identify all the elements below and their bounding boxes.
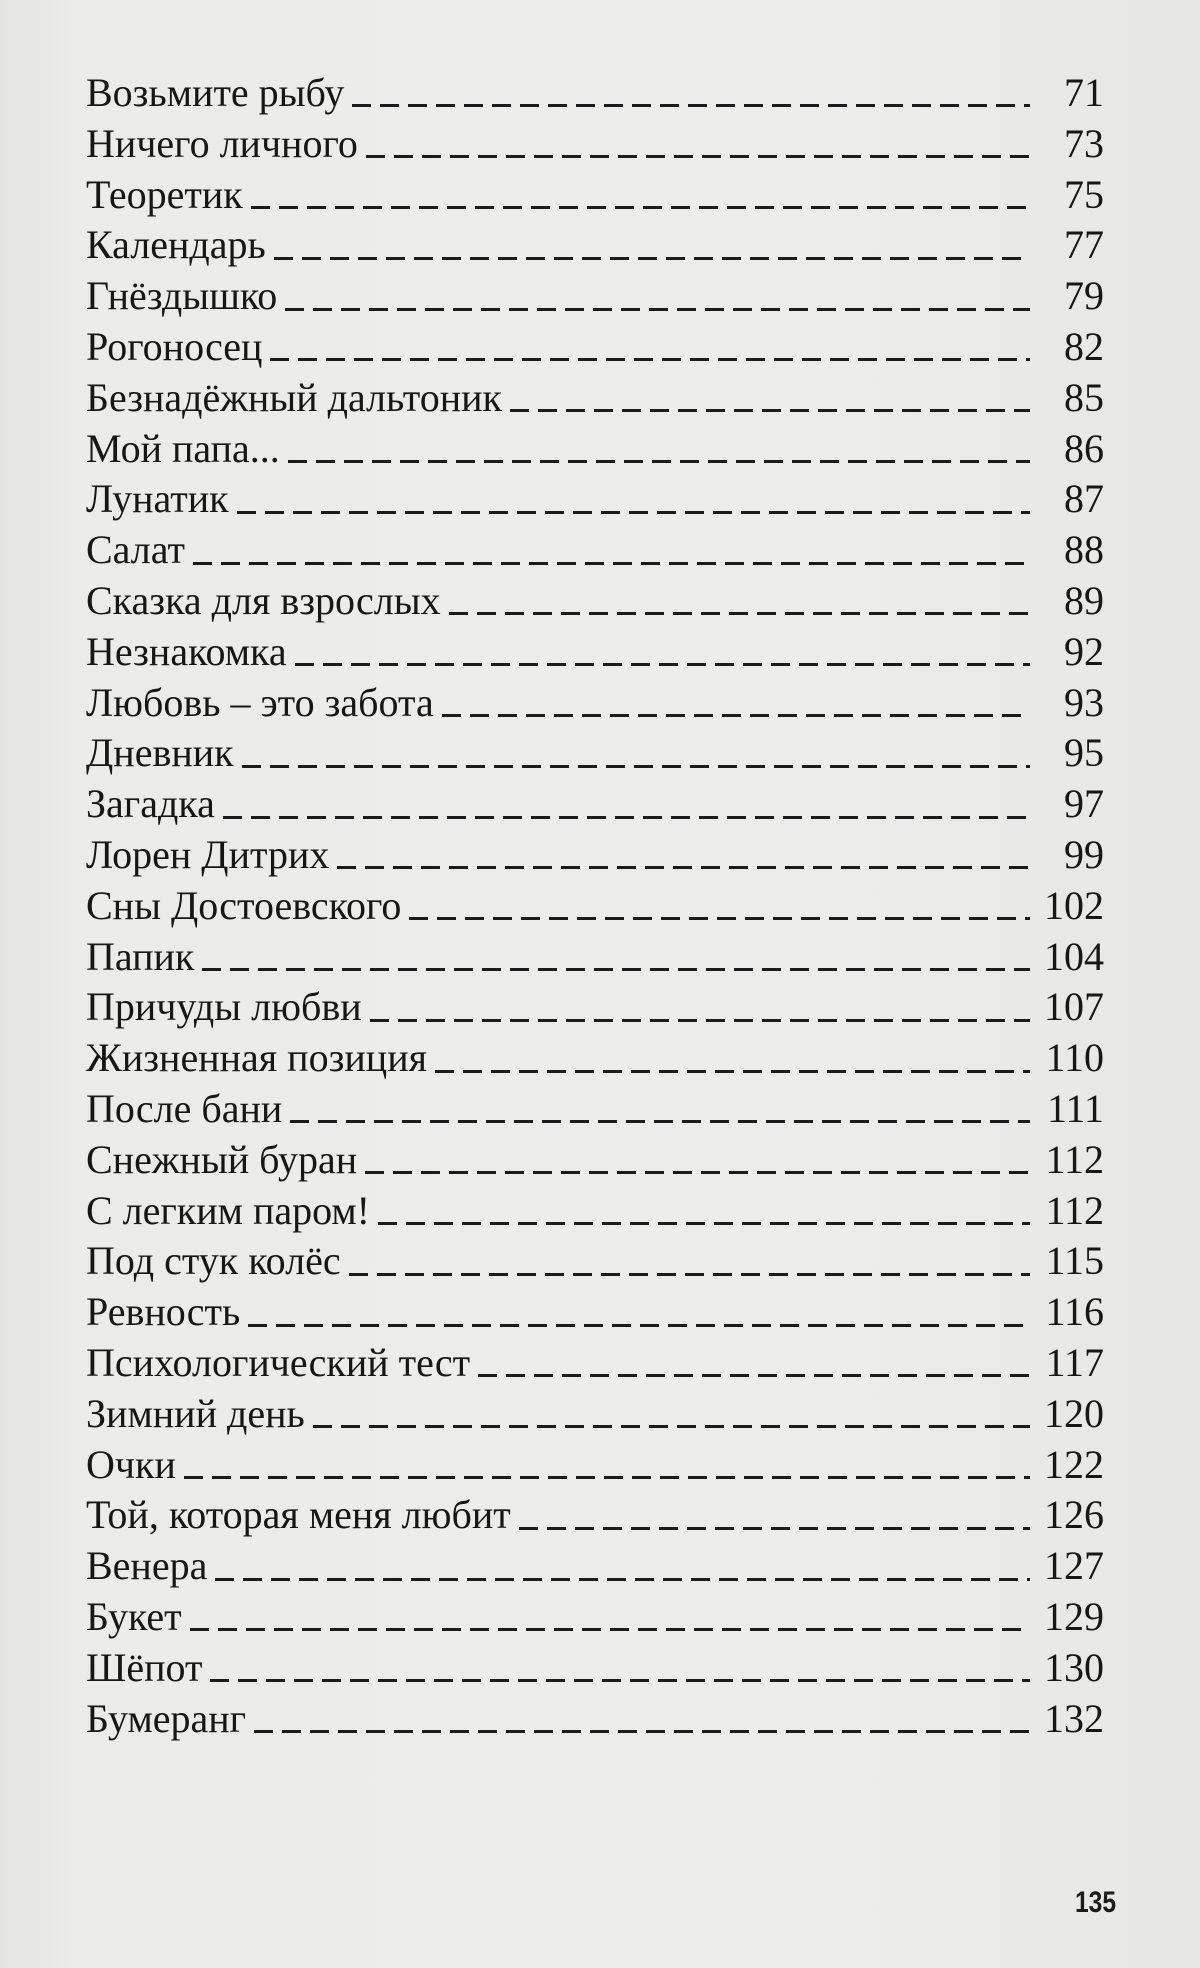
toc-entry-page: 89 [1064, 577, 1104, 623]
toc-entry[interactable] [86, 728, 1104, 779]
toc-dash-leader [274, 254, 1030, 260]
toc-entry[interactable] [86, 119, 1104, 170]
toc-dash-leader [352, 101, 1030, 107]
toc-entry-page: 99 [1064, 831, 1104, 877]
toc-entry-page: 107 [1044, 984, 1104, 1030]
toc-entry-title: Букет [86, 1593, 182, 1639]
toc-entry-page: 97 [1064, 781, 1104, 827]
toc-entry-title: Психологический тест [86, 1339, 471, 1385]
toc-entry-page: 104 [1044, 933, 1104, 979]
toc-dash-leader [242, 762, 1030, 768]
toc-entry-title: Теоретик [86, 171, 243, 217]
toc-dash-leader [270, 355, 1030, 361]
toc-dash-leader [248, 1321, 1030, 1327]
toc-entry-title: Под стук колёс [86, 1238, 341, 1284]
toc-entry-page: 132 [1044, 1695, 1104, 1741]
toc-dash-leader [210, 1676, 1030, 1682]
toc-entry[interactable] [86, 1236, 1104, 1287]
toc-entry-title: Сны Достоевского [86, 882, 402, 928]
toc-entry-page: 92 [1064, 628, 1104, 674]
toc-dash-leader [365, 1168, 1030, 1174]
toc-entry[interactable] [86, 576, 1104, 627]
toc-entry-title: Сказка для взрослых [86, 577, 441, 623]
toc-dash-leader [313, 1422, 1030, 1428]
toc-dash-leader [193, 559, 1030, 565]
toc-entry-title: Загадка [86, 781, 215, 827]
toc-entry-title: Безнадёжный дальтоник [86, 374, 502, 420]
toc-entry-title: Салат [86, 527, 185, 573]
toc-dash-leader [478, 1371, 1030, 1377]
toc-dash-leader [349, 1270, 1030, 1276]
toc-entry-page: 115 [1045, 1238, 1104, 1284]
toc-dash-leader [409, 914, 1030, 920]
toc-entry-page: 73 [1064, 120, 1104, 166]
toc-entry-title: После бани [86, 1085, 283, 1131]
toc-entry[interactable] [86, 271, 1104, 322]
toc-entry-title: Ревность [86, 1289, 241, 1335]
toc-entry-page: 112 [1045, 1187, 1104, 1233]
toc-dash-leader [442, 711, 1030, 717]
toc-entry[interactable] [86, 1186, 1104, 1237]
toc-entry[interactable] [86, 1440, 1104, 1491]
toc-dash-leader [295, 660, 1030, 666]
toc-entry-title: Любовь – это забота [86, 679, 434, 725]
toc-entry-page: 111 [1046, 1085, 1104, 1131]
toc-dash-leader [449, 609, 1030, 615]
toc-entry[interactable] [86, 1033, 1104, 1084]
toc-dash-leader [290, 1117, 1030, 1123]
toc-entry-page: 87 [1064, 476, 1104, 522]
toc-entry-page: 130 [1044, 1644, 1104, 1690]
toc-entry[interactable] [86, 1084, 1104, 1135]
toc-entry-title: С легким паром! [86, 1187, 370, 1233]
toc-entry-title: Календарь [86, 222, 266, 268]
toc-entry-title: Причуды любви [86, 984, 362, 1030]
toc-dash-leader [202, 965, 1030, 971]
toc-entry-page: 75 [1064, 171, 1104, 217]
toc-entry-page: 117 [1045, 1339, 1104, 1385]
toc-entry-title: Той, которая меня любит [86, 1492, 511, 1538]
toc-entry-page: 86 [1064, 425, 1104, 471]
toc-dash-leader [288, 457, 1030, 463]
toc-dash-leader [337, 863, 1030, 869]
toc-entry-page: 122 [1044, 1441, 1104, 1487]
toc-entry-page: 116 [1045, 1289, 1104, 1335]
toc-entry-title: Папик [86, 933, 195, 979]
toc-entry-page: 71 [1064, 70, 1104, 115]
toc-entry-page: 85 [1064, 374, 1104, 420]
running-header [130, 14, 1060, 54]
toc-dash-leader [366, 152, 1030, 158]
toc-entry-page: 88 [1064, 527, 1104, 573]
toc-entry-title: Незнакомка [86, 628, 287, 674]
toc-dash-leader [237, 508, 1030, 514]
toc-dash-leader [370, 1016, 1030, 1022]
toc-entry-title: Очки [86, 1441, 176, 1487]
toc-entry-title: Бумеранг [86, 1695, 247, 1741]
toc-entry[interactable] [86, 881, 1104, 932]
toc-entry[interactable] [86, 220, 1104, 271]
page-number: 135 [1075, 1886, 1117, 1919]
toc-entry-title: Возьмите рыбу [86, 70, 345, 115]
toc-entry[interactable] [86, 1541, 1104, 1592]
toc-entry[interactable] [86, 525, 1104, 576]
toc-entry-title: Дневник [86, 730, 234, 776]
toc-entry-page: 126 [1044, 1492, 1104, 1538]
toc-entry-page: 120 [1044, 1390, 1104, 1436]
toc-entry-title: Мой папа... [86, 425, 280, 471]
toc-entry[interactable] [86, 1643, 1104, 1694]
toc-entry[interactable] [86, 170, 1104, 221]
toc-dash-leader [184, 1473, 1030, 1479]
toc-entry-title: Зимний день [86, 1390, 305, 1436]
toc-entry[interactable] [86, 830, 1104, 881]
toc-entry[interactable] [86, 627, 1104, 678]
toc-entry-page: 82 [1064, 323, 1104, 369]
toc-entry[interactable] [86, 678, 1104, 729]
toc-dash-leader [254, 1727, 1030, 1733]
toc-entry-page: 110 [1045, 1035, 1104, 1081]
toc-entry-title: Ничего личного [86, 120, 358, 166]
toc-entry-title: Шёпот [86, 1644, 203, 1690]
toc-entry-page: 112 [1045, 1136, 1104, 1182]
toc-entry[interactable] [86, 1135, 1104, 1186]
toc-entry[interactable] [86, 1338, 1104, 1389]
toc-dash-leader [435, 1067, 1030, 1073]
toc-entry-title: Снежный буран [86, 1136, 358, 1182]
toc-dash-leader [223, 813, 1030, 819]
toc-entry[interactable] [86, 1592, 1104, 1643]
toc-entry[interactable] [86, 1389, 1104, 1440]
toc-entry-title: Жизненная позиция [86, 1035, 427, 1081]
toc-entry[interactable] [86, 1490, 1104, 1541]
toc-entry[interactable] [86, 779, 1104, 830]
toc-entry[interactable] [86, 474, 1104, 525]
toc-entry-page: 79 [1064, 273, 1104, 319]
toc-entry-page: 129 [1044, 1593, 1104, 1639]
toc-entry[interactable] [86, 1287, 1104, 1338]
toc-entry[interactable] [86, 68, 1104, 119]
toc-entry-title: Рогоносец [86, 323, 263, 369]
toc-dash-leader [285, 305, 1030, 311]
toc-dash-leader [510, 406, 1030, 412]
toc-entry[interactable] [86, 424, 1104, 475]
toc-dash-leader [251, 203, 1030, 209]
toc-entry-title: Лунатик [86, 476, 229, 522]
toc-entry-page: 93 [1064, 679, 1104, 725]
toc-dash-leader [378, 1219, 1030, 1225]
toc-entry[interactable] [86, 932, 1104, 983]
toc-entry-page: 77 [1064, 222, 1104, 268]
toc-entry-page: 102 [1044, 882, 1104, 928]
toc-dash-leader [519, 1524, 1030, 1530]
toc-entry[interactable] [86, 322, 1104, 373]
toc-entry[interactable] [86, 982, 1104, 1033]
toc-entry-page: 95 [1064, 730, 1104, 776]
toc-dash-leader [215, 1575, 1030, 1581]
toc-entry-title: Венера [86, 1543, 208, 1589]
toc-entry[interactable] [86, 1694, 1104, 1745]
toc-dash-leader [190, 1625, 1030, 1631]
toc-entry-page: 127 [1044, 1543, 1104, 1589]
toc-entry-title: Гнёздышко [86, 273, 278, 319]
table-of-contents [86, 68, 1104, 1744]
toc-entry[interactable] [86, 373, 1104, 424]
toc-entry-title: Лорен Дитрих [86, 831, 330, 877]
